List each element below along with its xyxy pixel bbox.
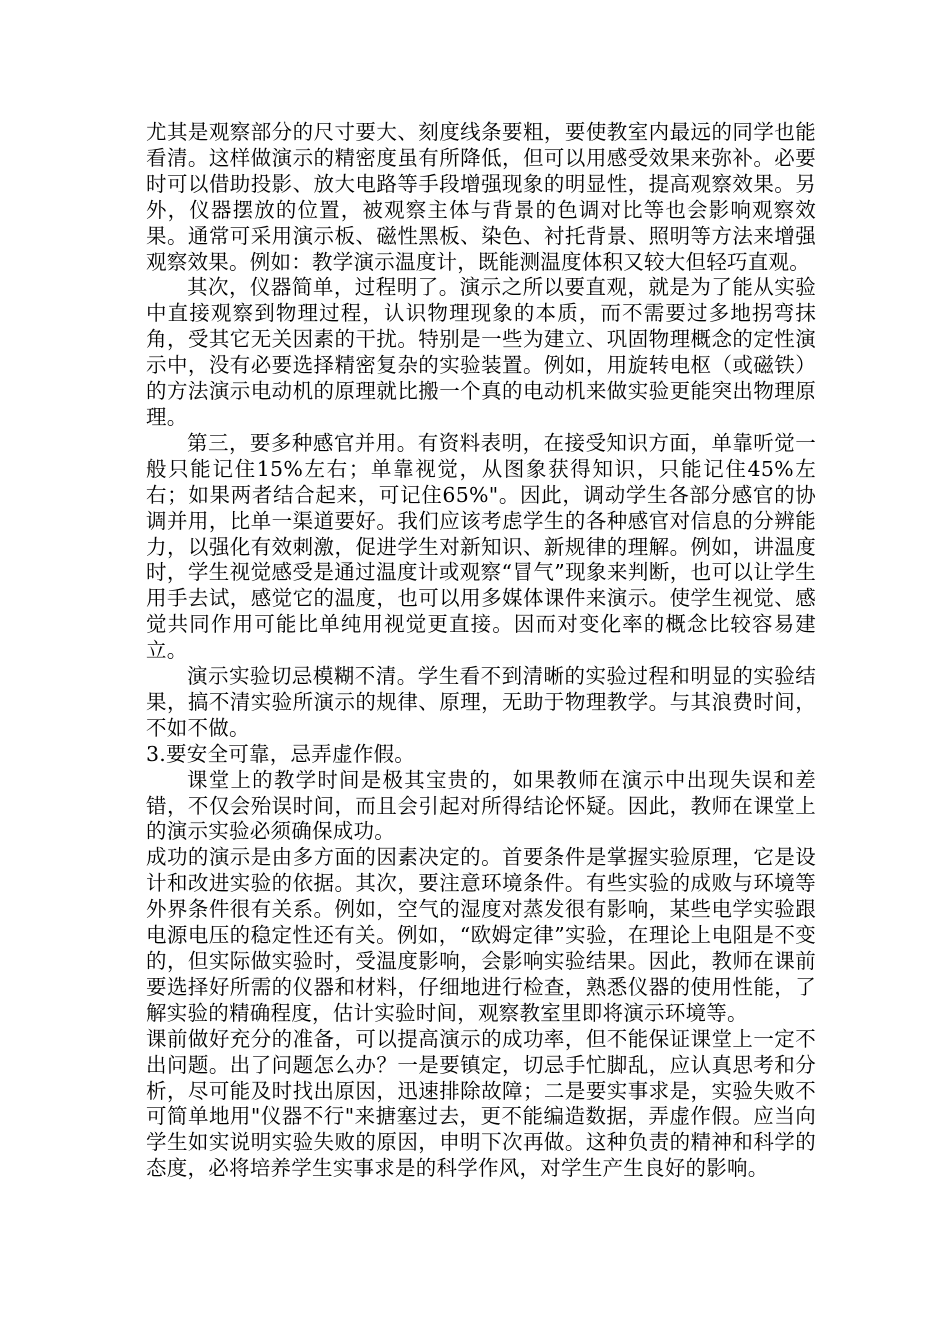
paragraph-success-factors: 成功的演示是由多方面的因素决定的。首要条件是掌握实验原理，它是设计和改进实验的依据。其次，要注意环境条件。有些实验的成败与环境等外界条件很有关系。例如，空气的湿度对蒸发很有影响，某些电学实验跟电源电压的稳定性还有关。例如，“欧姆定律”实验，在理论上电阻是不变的，但实际做实验时，受温度影响，会影响实验结果。因此，教师在课前要选择好所需的仪器和材料，仔细地进行检查，熟悉仪器的使用性能，了解实验的精确程度，估计实验时间，观察教室里即将演示环境等。 <box>146 845 816 1025</box>
paragraph-teaching-time: 课堂上的教学时间是极其宝贵的，如果教师在演示中出现失误和差错，不仅会殆误时间，而且会引起对所得结论怀疑。因此，教师在课堂上的演示实验必须确保成功。 <box>146 767 816 844</box>
paragraph-multiple-senses: 第三，要多种感官并用。有资料表明，在接受知识方面，单靠听觉一般只能记住15%左右；单靠视觉，从图象获得知识，只能记住45%左右；如果两者结合起来，可记住65%"。因此，调动学生各部分感官的协调并用，比单一渠道要好。我们应该考虑学生的各种感官对信息的分辨能力，以强化有效刺激，促进学生对新知识、新规律的理解。例如，讲温度时，学生视觉感受是通过温度计或观察“冒气”现象来判断，也可以让学生用手去试，感觉它的温度，也可以用多媒体课件来演示。使学生视觉、感觉共同作用可能比单纯用视觉更直接。因而对变化率的概念比较容易建立。 <box>146 430 816 663</box>
paragraph-observation-effect: 尤其是观察部分的尺寸要大、刻度线条要粗，要使教室内最远的同学也能看清。这样做演示的精密度虽有所降低，但可以用感受效果来弥补。必要时可以借助投影、放大电路等手段增强现象的明显性，提高观察效果。另外，仪器摆放的位置，被观察主体与背景的色调对比等也会影响观察效果。通常可采用演示板、磁性黑板、染色、衬托背景、照明等方法来增强观察效果。例如：教学演示温度计，既能测温度体积又较大但轻巧直观。 <box>146 120 816 274</box>
document-body <box>146 120 816 1182</box>
section-heading-safety: 3.要安全可靠，忌弄虚作假。 <box>146 741 416 766</box>
paragraph-simple-apparatus: 其次，仪器简单，过程明了。演示之所以要直观，就是为了能从实验中直接观察到物理过程，认识物理现象的本质，而不需要过多地拐弯抹角，受其它无关因素的干扰。特别是一些为建立、巩固物理概念的定性演示中，没有必要选择精密复杂的实验装置。例如，用旋转电枢（或磁铁）的方法演示电动机的原理就比搬一个真的电动机来做实验更能突出物理原理。 <box>146 275 816 429</box>
paragraph-handling-failure: 课前做好充分的准备，可以提高演示的成功率，但不能保证课堂上一定不出问题。出了问题怎么办？一是要镇定，切忌手忙脚乱，应认真思考和分析，尽可能及时找出原因，迅速排除故障；二是要实事求是，实验失败不可简单地用"仪器不行"来搪塞过去，更不能编造数据，弄虚作假。应当向学生如实说明实验失败的原因，申明下次再做。这种负责的精神和科学的态度，必将培养学生实事求是的科学作风，对学生产生良好的影响。 <box>146 1026 816 1181</box>
paragraph-avoid-blurriness: 演示实验切忌模糊不清。学生看不到清晰的实验过程和明显的实验结果，搞不清实验所演示的规律、原理，无助于物理教学。与其浪费时间，不如不做。 <box>146 664 816 740</box>
